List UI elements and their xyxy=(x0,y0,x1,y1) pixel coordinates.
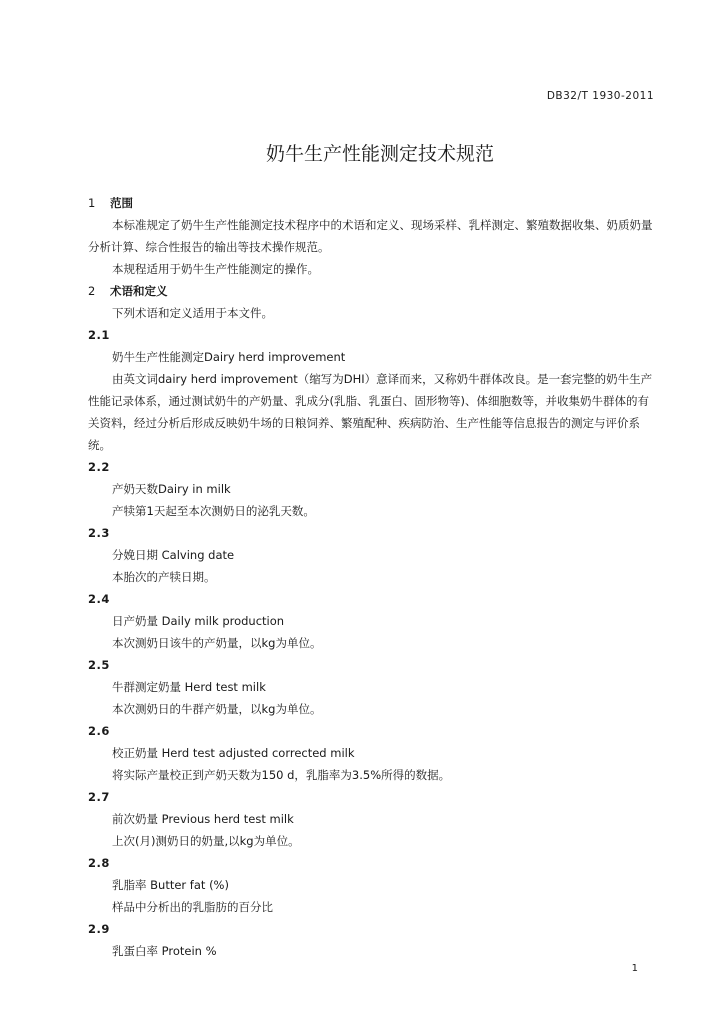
clause-term: 产奶天数Dairy in milk xyxy=(112,482,231,496)
paragraph: 本标准规定了奶牛生产性能测定技术程序中的术语和定义、现场采样、乳样测定、繁殖数据收集、奶质奶量分析计算、综合性报告的输出等技术操作规范。 xyxy=(88,218,653,254)
section-number: 2 xyxy=(88,284,96,298)
clause-definition: 上次(月)测奶日的奶量,以kg为单位。 xyxy=(112,834,300,848)
section-2-heading xyxy=(88,280,658,302)
clause-definition: 将实际产量校正到产奶天数为150 d，乳脂率为3.5%所得的数据。 xyxy=(112,768,451,782)
section-title: 范围 xyxy=(110,196,134,210)
paragraph: 本规程适用于奶牛生产性能测定的操作。 xyxy=(112,262,319,276)
clause-term: 日产奶量 Daily milk production xyxy=(112,614,285,628)
clause-definition: 本胎次的产犊日期。 xyxy=(112,570,216,584)
clause-number: 2.1 xyxy=(88,328,110,342)
clause-number: 2.8 xyxy=(88,856,110,870)
clause-definition: 本次测奶日的牛群产奶量，以kg为单位。 xyxy=(112,702,322,716)
section-title: 术语和定义 xyxy=(110,284,168,298)
clause-term: 分娩日期 Calving date xyxy=(112,548,235,562)
document-title: 奶牛生产性能测定技术规范 xyxy=(265,143,494,165)
clause-term: 乳蛋白率 Protein % xyxy=(112,944,217,958)
clause-number: 2.7 xyxy=(88,790,110,804)
standard-code: DB32/T 1930-2011 xyxy=(546,90,654,102)
document-body xyxy=(88,192,658,962)
page-number: 1 xyxy=(631,963,638,974)
clause-number: 2.2 xyxy=(88,460,110,474)
clause-term: 乳脂率 Butter fat (%) xyxy=(112,878,229,892)
clause-number: 2.5 xyxy=(88,658,110,672)
clause-number: 2.6 xyxy=(88,724,110,738)
clause-definition: 本次测奶日该牛的产奶量，以kg为单位。 xyxy=(112,636,322,650)
clause-term: 校正奶量 Herd test adjusted corrected milk xyxy=(112,746,355,760)
section-1-heading xyxy=(88,192,658,214)
paragraph: 下列术语和定义适用于本文件。 xyxy=(112,306,273,320)
clause-definition: 由英文词dairy herd improvement（缩写为DHI）意译而来，又称奶牛群体改良。是一套完整的奶牛生产性能记录体系，通过测试奶牛的产奶量、乳成分(乳脂、乳蛋白、固形物等)、体细胞数等，并收集奶牛群体的有关资料，经过分析后形成反映奶牛场的日粮饲养、繁殖配种、疾病防治、生产性能等信息报告的测定与评价系统。 xyxy=(88,372,653,452)
clause-term: 奶牛生产性能测定Dairy herd improvement xyxy=(112,350,346,364)
clause-number: 2.3 xyxy=(88,526,110,540)
clause-number: 2.4 xyxy=(88,592,110,606)
clause-definition: 产犊第1天起至本次测奶日的泌乳天数。 xyxy=(112,504,315,518)
clause-term: 前次奶量 Previous herd test milk xyxy=(112,812,294,826)
clause-definition: 样品中分析出的乳脂肪的百分比 xyxy=(112,900,273,914)
section-number: 1 xyxy=(88,196,96,210)
clause-number: 2.9 xyxy=(88,922,110,936)
clause-term: 牛群测定奶量 Herd test milk xyxy=(112,680,266,694)
